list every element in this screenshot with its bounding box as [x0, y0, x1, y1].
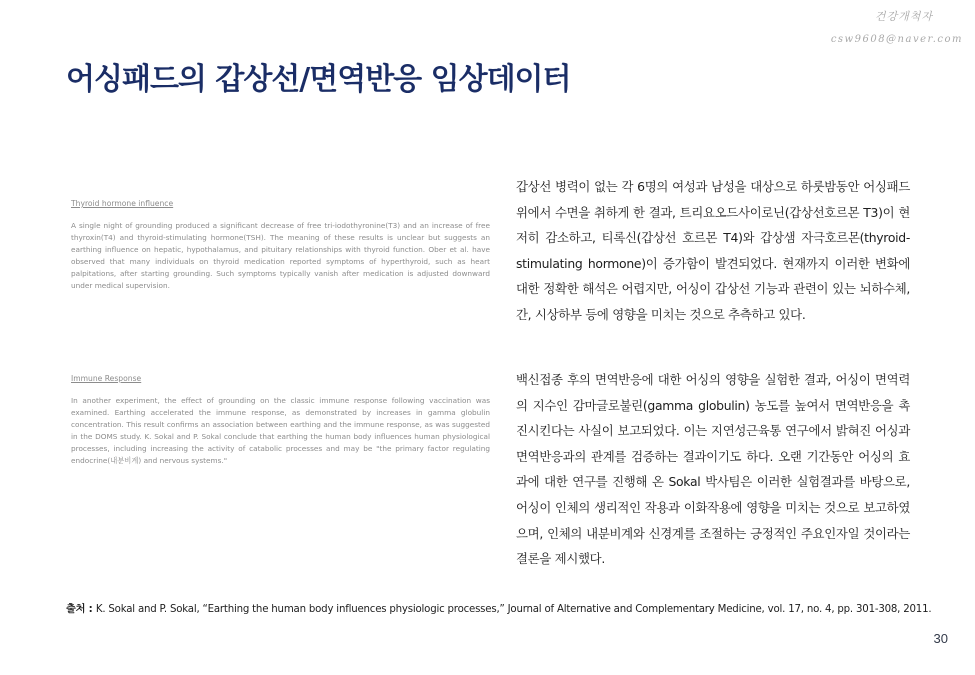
page-number: 30: [933, 631, 948, 646]
watermark-email: csw9608@naver.com: [830, 34, 963, 45]
citation-text: K. Sokal and P. Sokal, “Earthing the human body influences physiologic processes,” Journal of Alternative and Complementary Medicine, vol. 17, no. 4, pp. 301-308, 2011.: [95, 604, 932, 615]
english-thyroid-section: [71, 199, 490, 291]
thyroid-korean-text: 갑상선 병력이 없는 각 6명의 여성과 남성을 대상으로 하룻밤동안 어싱패드 위에서 수면을 취하게 한 결과, 트리요오드사이로닌(갑상선호르몬 T3)이 현저히 감소하고, 티록신(갑상선 호르몬 T4)와 갑상샘 자극호르몬(thyroid-stimulating hormone)이 증가함이 발견되었다. 현재까지 이러한 변화에 대한 정확한 해석은 어렵지만, 어싱이 갑상선 기능과 관련이 있는 뇌하수체, 간, 시상하부 등에 영향을 미치는 것으로 추측하고 있다.: [516, 179, 910, 322]
watermark-name: 건강개척자: [874, 10, 933, 23]
thyroid-heading: Thyroid hormone influence: [71, 199, 174, 208]
immune-korean-text: 백신접종 후의 면역반응에 대한 어싱의 영향을 실험한 결과, 어싱이 면역력의 지수인 감마글로불린(gamma globulin) 농도를 높여서 면역반응을 촉진시킨다는 사실이 보고되었다. 이는 지연성근육통 연구에서 밝혀진 어싱과 면역반응과의 관계를 검증하는 결과이기도 하다. 오랜 기간동안 어싱의 효과에 대한 연구를 진행해 온 Sokal 박사팀은 이러한 실험결과를 바탕으로, 어싱이 인체의 생리적인 작용과 이화작용에 영향을 미치는 것으로 보고하였으며, 인체의 내분비계와 신경계를 조절하는 긍정적인 주요인자일 것이라는 결론을 제시했다.: [516, 372, 910, 567]
citation-label: 출처 :: [66, 604, 96, 615]
page-title: 어싱패드의 갑상선/면역반응 임상데이터: [66, 62, 571, 97]
korean-immune-section: [516, 367, 910, 572]
source-citation: [66, 600, 931, 615]
author-watermark: [831, 8, 963, 45]
thyroid-english-text: A single night of grounding produced a significant decrease of free tri-iodothyronine(T3) and an increase of free thyroxin(T4) and thyroid-stimulating hormone(TSH). The meaning of these results is unclear but suggests an earthing influence on hepatic, hypothalamus, and pituitary relationships with thyroid function. Ober et al. have observed that many individuals on thyroid medication reported symptoms of hyperthyroid, such as heart palpitations, after starting grounding. Such symptoms typically vanish after medication is adjusted downward under medical supervision.: [71, 221, 490, 290]
immune-heading: Immune Response: [71, 374, 142, 383]
english-immune-section: [71, 374, 490, 466]
korean-thyroid-section: [516, 174, 910, 328]
immune-english-text: In another experiment, the effect of grounding on the classic immune response following vaccination was examined. Earthing accelerated the immune response, as demonstrated by increases in gamma globulin concentration. This result confirms an association between earthing and the immune response, as was suggested in the DOMS study. K. Sokal and P. Sokal conclude that earthing the human body influences human physiological processes, including increasing the activity of catabolic processes and may be "the primary factor regulating endocrine(내분비계) and nervous systems.": [71, 396, 490, 465]
